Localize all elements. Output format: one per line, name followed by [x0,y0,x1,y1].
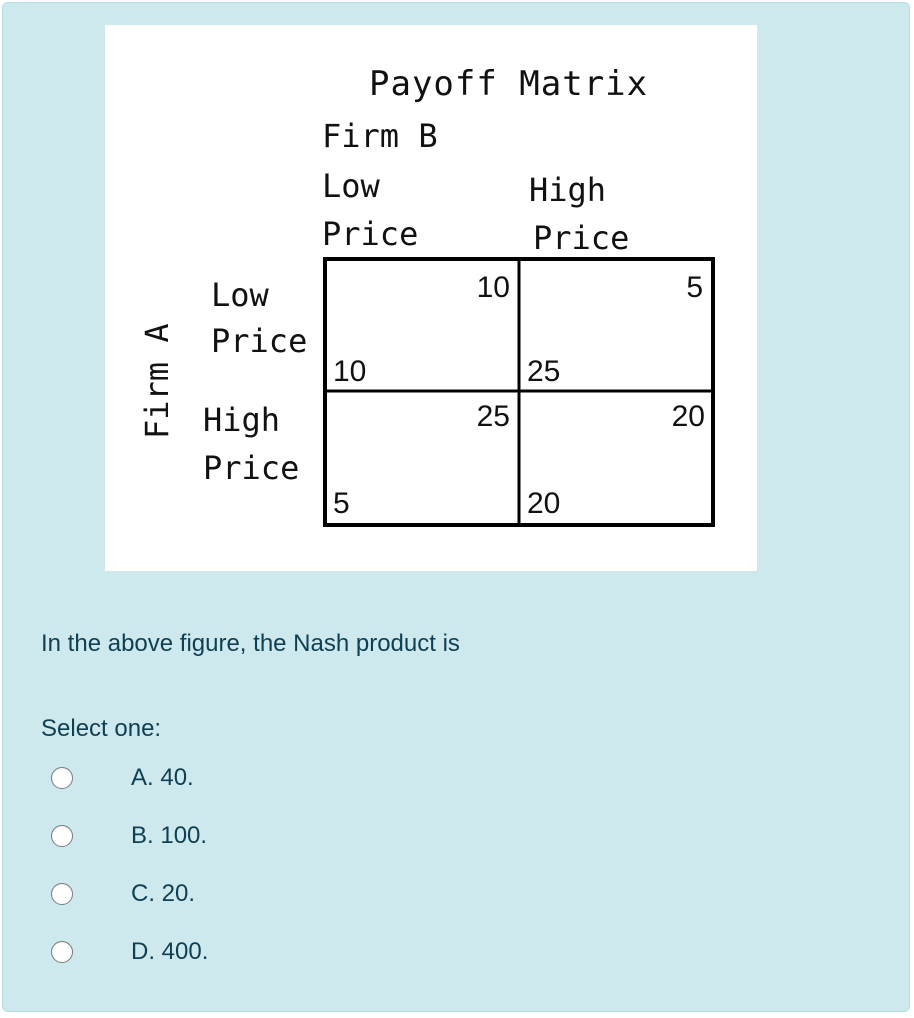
row-player-label: Firm A [138,323,176,439]
option-c-label[interactable]: C. 20. [131,880,196,907]
radio-button-d[interactable] [51,941,73,963]
cell-high-high-firm-b: 20 [671,400,705,433]
cell-low-low-firm-a: 10 [333,355,367,388]
option-a-label[interactable]: A. 40. [131,764,194,791]
row-low-line1: Low [211,276,269,314]
option-d[interactable] [41,936,341,976]
column-player-label: Firm B [322,117,438,155]
option-d-label[interactable]: D. 400. [131,938,209,965]
radio-button-a[interactable] [51,767,73,789]
question-text: In the above figure, the Nash product is [41,630,460,657]
radio-button-c[interactable] [51,883,73,905]
option-b[interactable] [41,820,341,860]
option-b-label[interactable]: B. 100. [131,822,208,849]
row-high-line2: Price [203,449,300,487]
row-low-line2: Price [211,322,308,360]
cell-low-high-firm-b: 5 [686,271,703,304]
payoff-matrix-svg [105,25,757,571]
question-panel [2,2,910,1012]
col-low-line2: Price [322,215,419,253]
cell-low-high-firm-a: 25 [527,355,561,388]
payoff-matrix-figure [105,25,757,571]
cell-low-low-firm-b: 10 [476,271,510,304]
cell-high-low-firm-b: 25 [476,400,510,433]
radio-button-b[interactable] [51,825,73,847]
col-low-line1: Low [322,167,380,205]
col-high-line2: Price [533,219,630,257]
row-high-line1: High [203,401,281,439]
option-c[interactable] [41,878,341,918]
cell-high-high-firm-a: 20 [527,487,561,520]
col-high-line1: High [529,171,607,209]
option-a[interactable] [41,762,341,802]
select-one-label: Select one: [41,715,162,742]
matrix-grid [325,259,713,525]
cell-high-low-firm-a: 5 [333,487,350,520]
matrix-title: Payoff Matrix [369,64,649,104]
